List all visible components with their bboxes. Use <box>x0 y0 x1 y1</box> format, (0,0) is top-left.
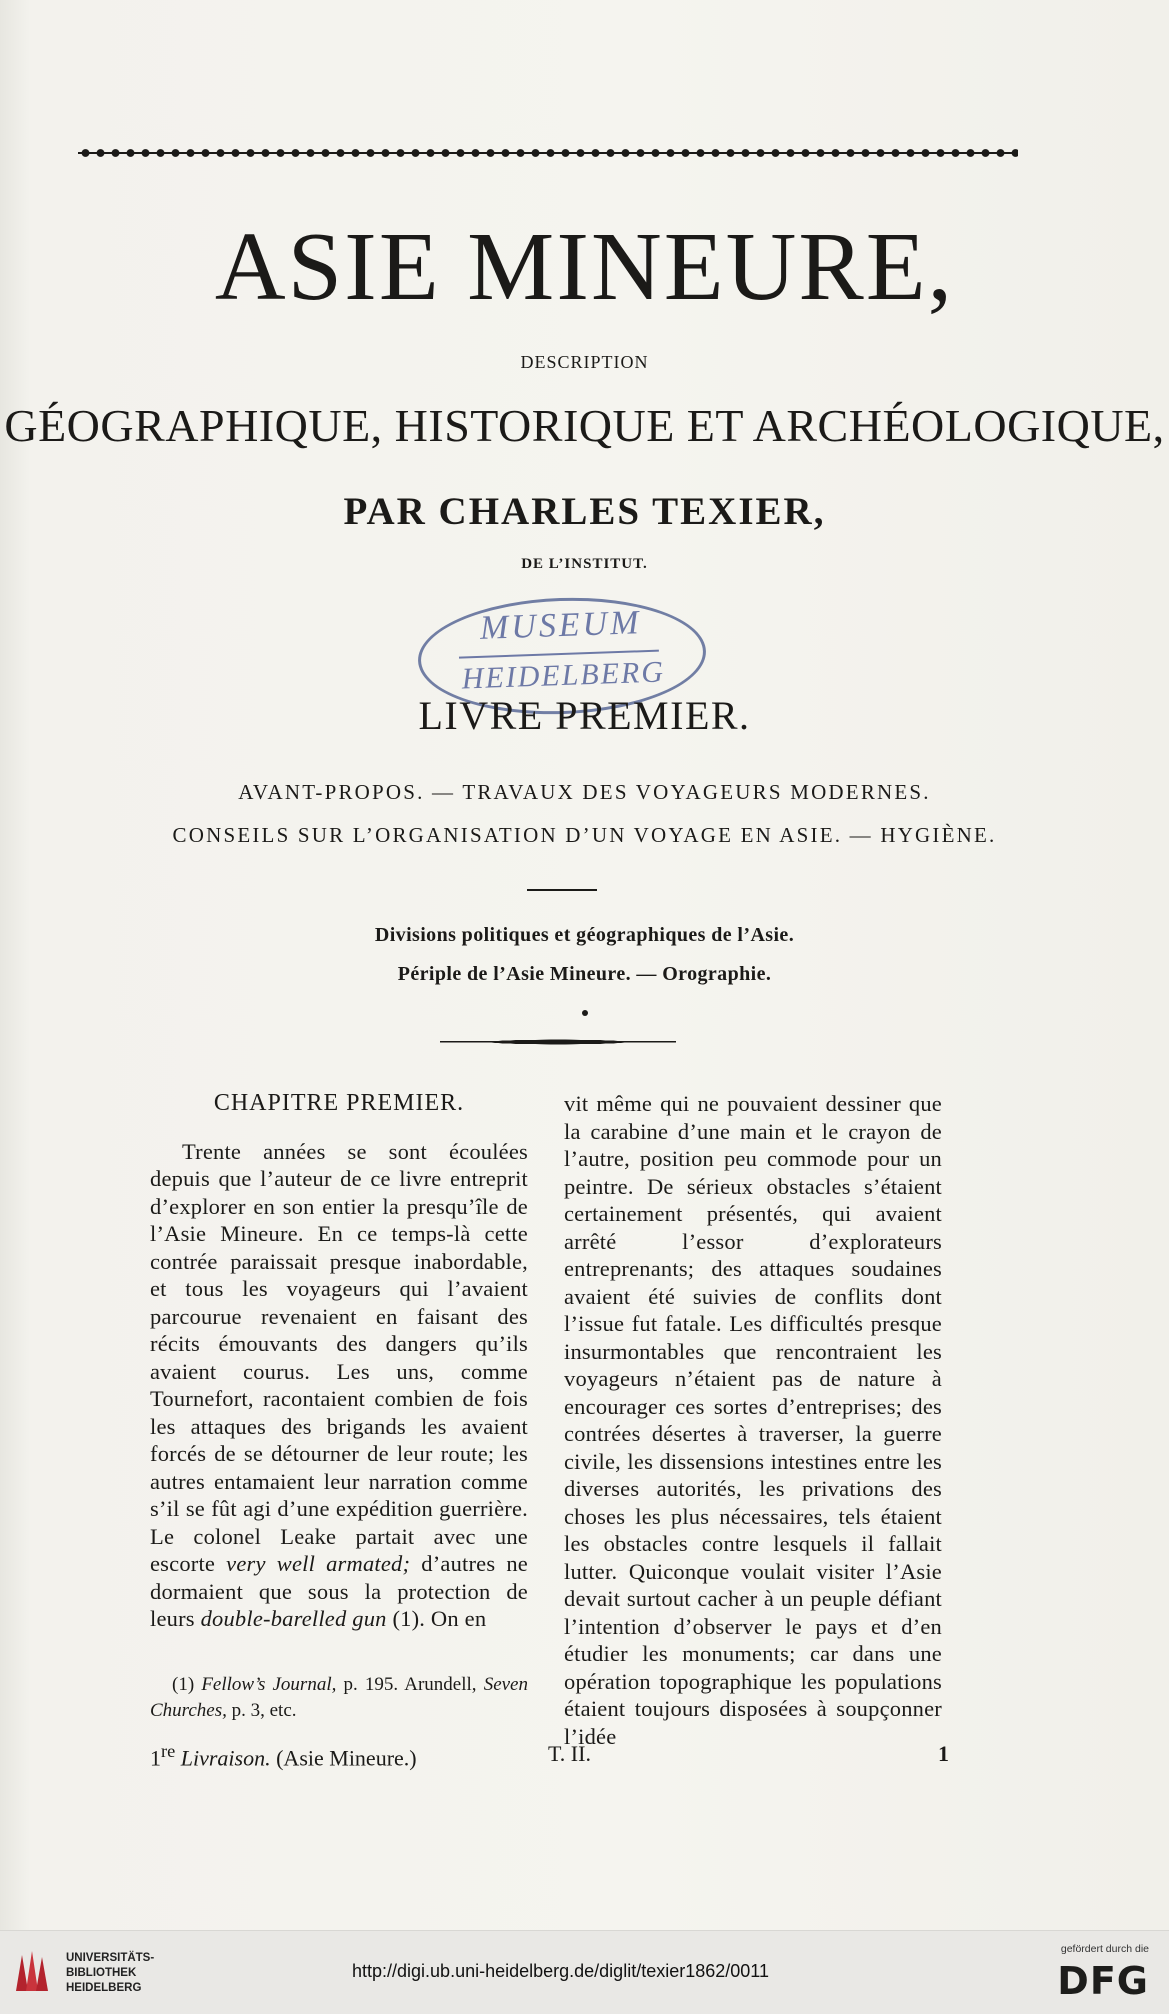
footnote-pages: p. 3, etc. <box>226 1700 297 1721</box>
contents-line-1: AVANT-PROPOS. — TRAVAUX DES VOYAGEURS MODERNES. <box>238 780 931 804</box>
text-run: d’autres ne dormaient que sous la protection de leurs <box>150 1551 528 1631</box>
library-name-line: HEIDELBERG <box>66 1982 142 1994</box>
footnote-text <box>150 1672 528 1724</box>
text-run: (1). On en <box>386 1606 487 1631</box>
subtitle: GÉOGRAPHIQUE, HISTORIQUE ET ARCHÉOLOGIQUE, <box>4 400 1165 451</box>
short-rule <box>527 889 597 891</box>
series-label: (Asie Mineure.) <box>276 1745 417 1771</box>
footnote-source: Fellow’s Journal, <box>201 1674 337 1695</box>
text-run: Trente années se sont écoulées depuis que l’auteur de ce livre entreprit d’explorer en son entier la presqu’île de l’Asie Mineure. En ce temps-là cette contrée paraissait presque inabordable, et tous les voyageurs qui l’avaient parcourue revenaient en faisant des récits émouvants des dangers qu’ils avaient courus. Les uns, comme Tournefort, racontaient combien de fois les attaques des brigands les avaient forcés de se détourner de leur route; les autres entamaient leur narration comme s’il se fût agi d’une expédition guerrière. Le colonel Leake partait avec une escorte <box>150 1138 528 1576</box>
funded-by-label: gefördert durch die <box>1060 1943 1149 1955</box>
stamp-line-2: HEIDELBERG <box>461 655 666 696</box>
dfg-logo: DFG <box>1057 1959 1149 2003</box>
italic-run: double-barelled gun <box>200 1606 387 1631</box>
paragraph-right: vit même qui ne pouvaient dessiner que la carabine d’une main et le crayon de l’autre, position peu commode pour un peintre. De sérieux obstacles s’étaient certainement présentés, qui avaient arrêté l’essor d’explorateurs entreprenants; des attaques soudaines avaient été suivies de conflits dont l’issue fut fatale. Les difficultés presque insurmontables que rencontraient les voyageurs n’étaient pas de nature à encourager ces sortes d’entreprises; des contrées désertes à traverser, la guerre civile, les dissensions intestines entre les diverses autorités, les privations des choses les plus nécessaires, tels étaient les obstacles contre lesquels il fallait lutter. Quiconque voulait visiter l’Asie devait surtout cacher à un peuple défiant l’intention d’observer le pays et d’en étudier les monuments; car dans une opération topographique les populations étaient toujours disposées à soupçonner l’idée <box>564 1091 942 1749</box>
swell-rule <box>440 1038 676 1046</box>
description-label: DESCRIPTION <box>520 352 649 372</box>
italic-run: very well armated; <box>226 1551 411 1576</box>
book-title: LIVRE PREMIER. <box>418 693 751 738</box>
library-name <box>66 1951 154 1996</box>
permalink-url[interactable]: http://digi.ub.uni-heidelberg.de/diglit/texier1862/0011 <box>352 1961 769 1981</box>
sections-line-1: Divisions politiques et géographiques de l’Asie. <box>374 924 795 946</box>
paragraph-left <box>150 1138 528 1633</box>
footnote-source: Seven Churches, <box>150 1674 528 1721</box>
ornament-dot <box>582 1010 588 1016</box>
contents-line-2: CONSEILS SUR L’ORGANISATION D’UN VOYAGE EN ASIE. — HYGIÈNE. <box>172 823 997 847</box>
tome-label: T. II. <box>548 1741 591 1766</box>
stamp-line-1: MUSEUM <box>479 604 643 647</box>
sections-line-2: Périple de l’Asie Mineure. — Orographie. <box>397 963 772 985</box>
viewer-footer <box>0 1930 1169 2014</box>
institute-line: DE L’INSTITUT. <box>521 556 648 572</box>
text-column-left <box>150 1090 528 1633</box>
author-line: PAR CHARLES TEXIER, <box>343 490 826 533</box>
library-name-line: UNIVERSITÄTS- <box>66 1952 155 1964</box>
footnote-pages: p. 195. Arundell, <box>336 1674 484 1695</box>
library-name-line: BIBLIOTHEK <box>66 1967 137 1979</box>
livraison-label: Livraison. <box>180 1745 271 1771</box>
chapter-heading: CHAPITRE PREMIER. <box>213 1090 465 1116</box>
printer-signature <box>150 1741 950 1771</box>
page-number: 1 <box>938 1741 949 1766</box>
livraison-number: 1 <box>150 1745 161 1771</box>
ornamental-rule <box>78 146 1018 160</box>
library-logo-icon <box>12 1947 52 1995</box>
footnote <box>150 1672 528 1724</box>
footnote-marker: (1) <box>172 1674 195 1695</box>
main-title: ASIE MINEURE, <box>214 213 955 321</box>
text-column-right <box>564 1090 942 1750</box>
livraison-sup: re <box>161 1741 176 1761</box>
